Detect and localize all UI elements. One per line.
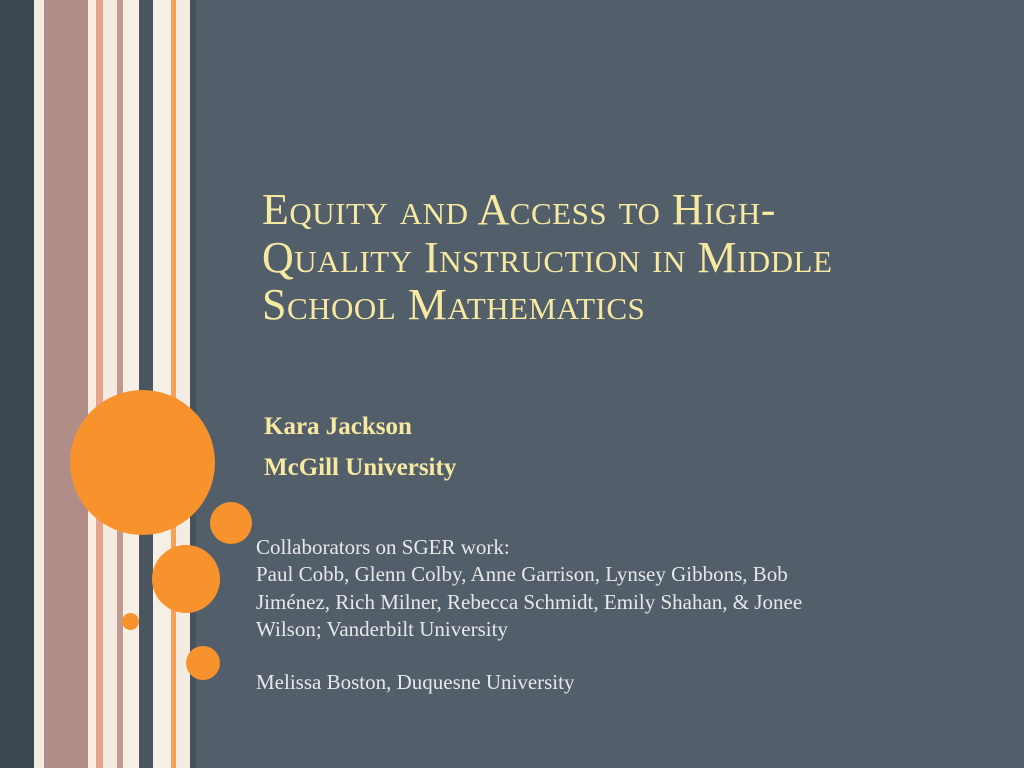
accent-circle-small-2 bbox=[186, 646, 220, 680]
stripe-cream-3 bbox=[103, 0, 117, 768]
page-title bbox=[262, 186, 952, 329]
spacer bbox=[256, 643, 956, 669]
accent-circle-tiny bbox=[122, 613, 139, 630]
stripe-dark-edge bbox=[0, 0, 34, 768]
collaborators-names-line-2: Jiménez, Rich Milner, Rebecca Schmidt, Emily Shahan, & Jonee bbox=[256, 589, 803, 614]
collaborators-names-line-1: Paul Cobb, Glenn Colby, Anne Garrison, Lynsey Gibbons, Bob bbox=[256, 562, 788, 587]
collaborators-block bbox=[256, 534, 956, 696]
title-line-3: School Mathematics bbox=[262, 280, 646, 330]
stripe-cream-2 bbox=[88, 0, 96, 768]
collaborators-names-line-3: Wilson; Vanderbilt University bbox=[256, 616, 508, 641]
stripe-mauve-wide bbox=[44, 0, 88, 768]
stripe-dark-2 bbox=[139, 0, 153, 768]
stripe-salmon-1 bbox=[96, 0, 103, 768]
collaborators-extra: Melissa Boston, Duquesne University bbox=[256, 670, 575, 695]
author-block bbox=[264, 407, 954, 488]
accent-circle-medium bbox=[152, 545, 220, 613]
stripe-cream-5 bbox=[153, 0, 171, 768]
accent-circle-small-1 bbox=[210, 502, 252, 544]
title-line-1: Equity and Access to High- bbox=[262, 185, 776, 234]
accent-circle-large bbox=[70, 390, 215, 535]
title-line-2: Quality Instruction in Middle bbox=[262, 232, 833, 282]
stripe-cream-4 bbox=[123, 0, 139, 768]
author-name: Kara Jackson bbox=[264, 413, 412, 440]
author-affiliation: McGill University bbox=[264, 453, 457, 481]
stripe-cream-1 bbox=[34, 0, 44, 768]
collaborators-heading: Collaborators on SGER work: bbox=[256, 535, 510, 559]
